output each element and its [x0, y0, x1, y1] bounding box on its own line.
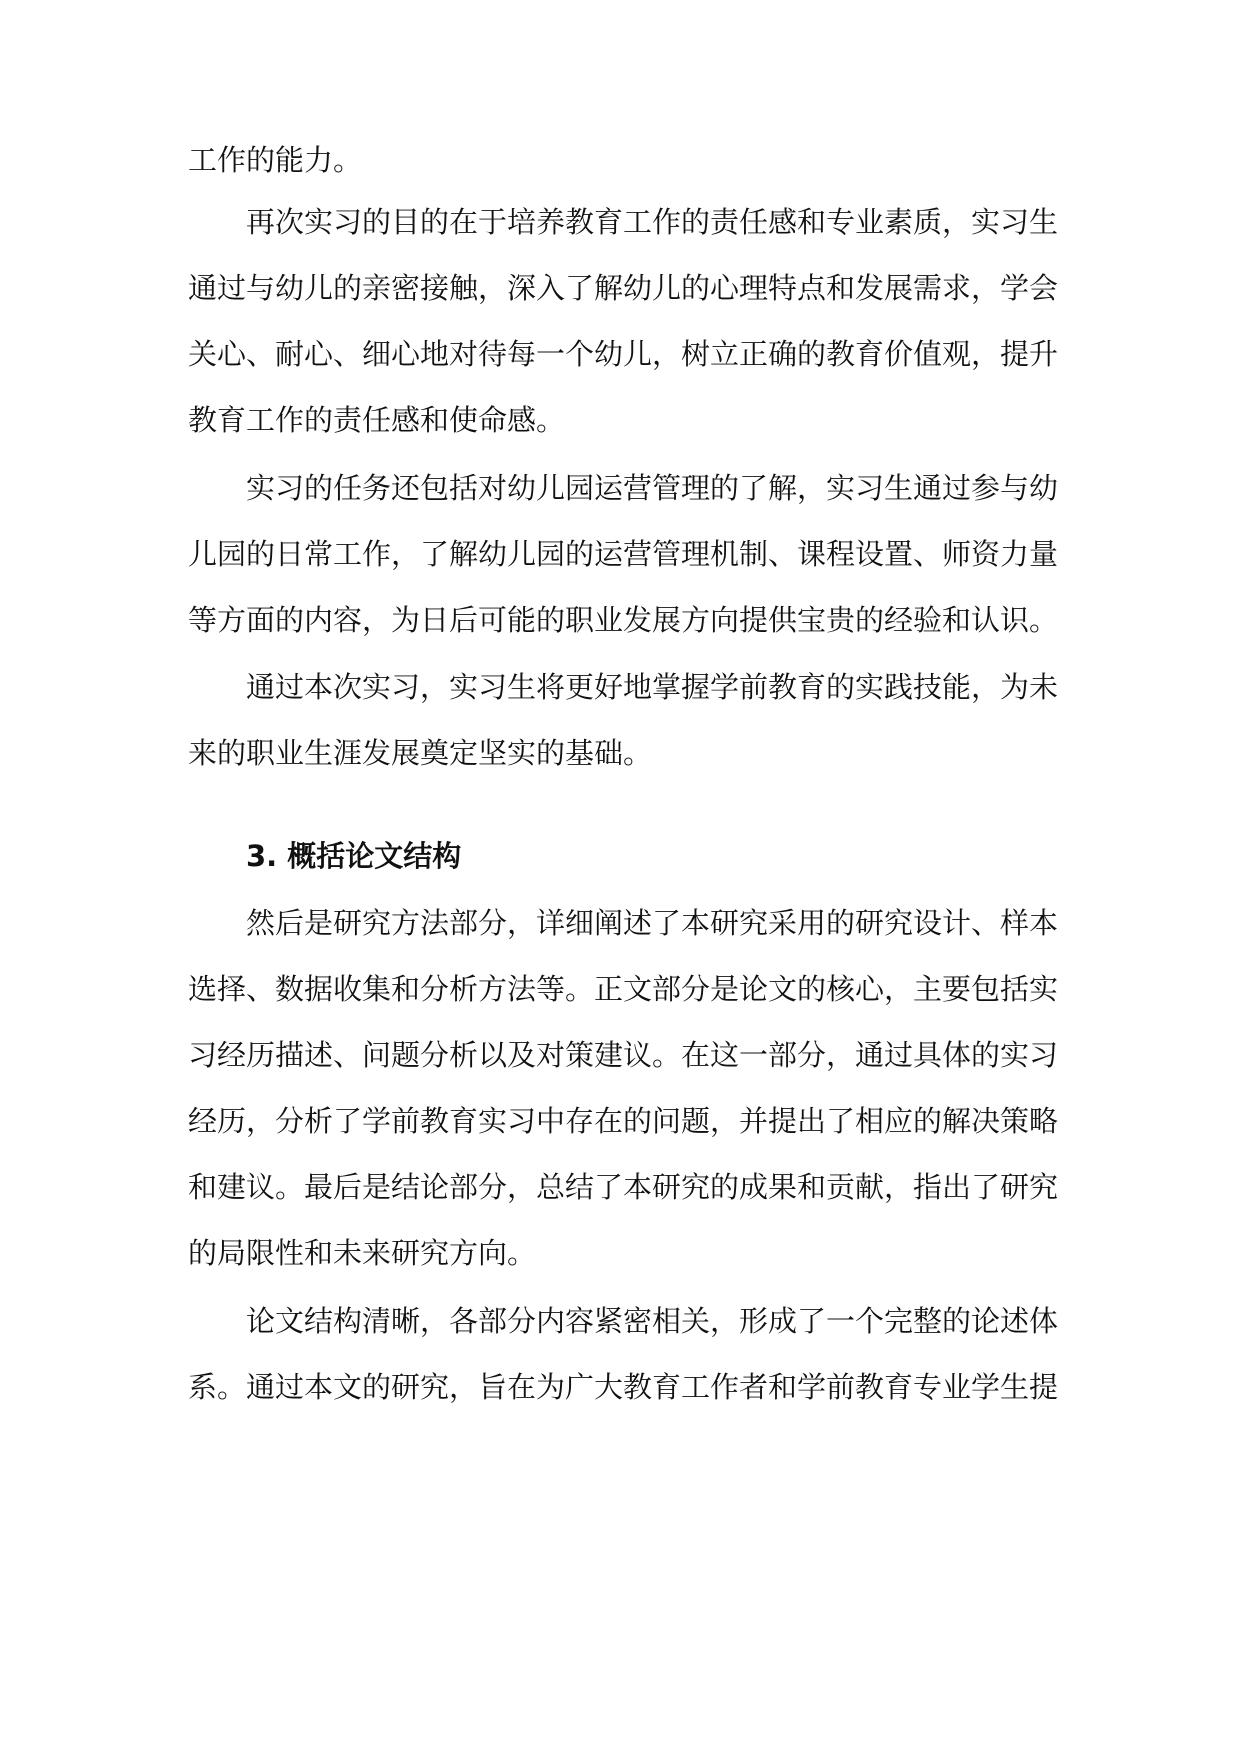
paragraph-line: 工作的能力。: [188, 143, 363, 177]
paragraph-line: 和建议。最后是结论部分，总结了本研究的成果和贡献，指出了研究: [188, 1170, 1059, 1204]
paragraph-line: 关心、耐心、细心地对待每一个幼儿，树立正确的教育价值观，提升: [188, 337, 1059, 371]
paragraph-line: 选择、数据收集和分析方法等。正文部分是论文的核心，主要包括实: [188, 972, 1059, 1006]
paragraph-line: 再次实习的目的在于培养教育工作的责任感和专业素质，实习生: [246, 205, 1059, 239]
paragraph-line: 通过本次实习，实习生将更好地掌握学前教育的实践技能，为未: [246, 670, 1059, 704]
paragraph-line: 然后是研究方法部分，详细阐述了本研究采用的研究设计、样本: [246, 906, 1059, 940]
paragraph-line: 通过与幼儿的亲密接触，深入了解幼儿的心理特点和发展需求，学会: [188, 271, 1059, 305]
paragraph-line: 经历，分析了学前教育实习中存在的问题，并提出了相应的解决策略: [188, 1104, 1059, 1138]
paragraph-line: 系。通过本文的研究，旨在为广大教育工作者和学前教育专业学生提: [188, 1370, 1059, 1404]
paragraph-line: 实习的任务还包括对幼儿园运营管理的了解，实习生通过参与幼: [246, 471, 1059, 505]
paragraph-line: 来的职业生涯发展奠定坚实的基础。: [188, 736, 653, 770]
paragraph-line: 的局限性和未来研究方向。: [188, 1236, 537, 1270]
section-heading: 3. 概括论文结构: [246, 839, 462, 873]
paragraph-line: 习经历描述、问题分析以及对策建议。在这一部分，通过具体的实习: [188, 1038, 1059, 1072]
paragraph-line: 论文结构清晰，各部分内容紧密相关，形成了一个完整的论述体: [246, 1304, 1059, 1338]
paragraph-line: 教育工作的责任感和使命感。: [188, 403, 566, 437]
paragraph-line: 儿园的日常工作，了解幼儿园的运营管理机制、课程设置、师资力量: [188, 537, 1059, 571]
paragraph-line: 等方面的内容，为日后可能的职业发展方向提供宝贵的经验和认识。: [188, 603, 1059, 637]
